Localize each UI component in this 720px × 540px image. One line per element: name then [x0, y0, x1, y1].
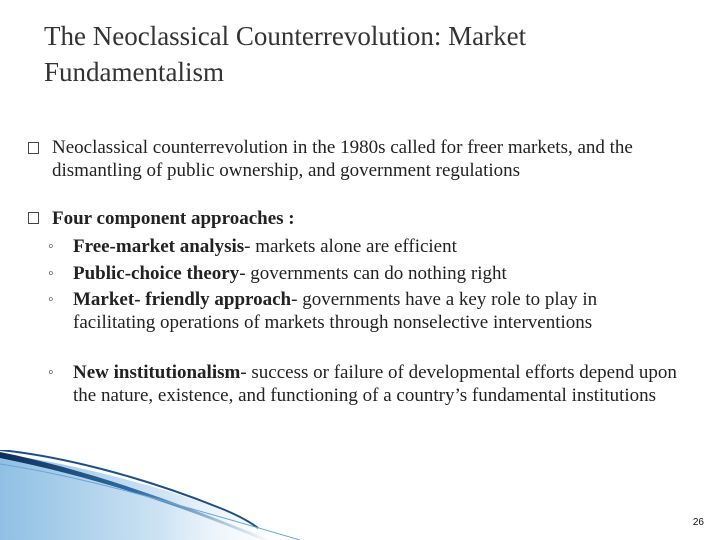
- approach-term: New institutionalism: [73, 362, 241, 383]
- approach-term: Market- friendly approach: [73, 289, 292, 310]
- bullet-text: Four component approaches :: [52, 208, 295, 229]
- approach-item: [73, 262, 713, 285]
- decorative-swoosh: [0, 450, 720, 540]
- approach-term: Public-choice theory: [73, 263, 240, 284]
- bullet-text: Neoclassical counterrevolution in the 1980s called for freer markets, and the dismantling of public ownership, and government regulations: [52, 137, 633, 181]
- approach-desc: - markets alone are efficient: [244, 236, 457, 257]
- circle-bullet-icon: ◦: [48, 265, 54, 282]
- circle-bullet-icon: ◦: [48, 238, 54, 255]
- slide-title: The Neoclassical Counterrevolution: Market Fundamentalism: [44, 21, 527, 87]
- approach-desc: - governments have a key role to play in facilitating operations of markets through nonselective interventions: [73, 289, 598, 333]
- approach-desc: - governments can do nothing right: [239, 263, 507, 284]
- checkbox-icon: [28, 142, 42, 156]
- circle-bullet-icon: ◦: [48, 364, 54, 381]
- page-number: 26: [692, 517, 704, 528]
- checkbox-icon: [28, 212, 42, 226]
- circle-bullet-icon: ◦: [48, 291, 54, 308]
- approach-item: [73, 235, 713, 258]
- approach-desc: - success or failure of developmental efforts depend upon the nature, existence, and functioning of a country’s fundamental institutions: [73, 362, 677, 406]
- approach-item: [73, 361, 678, 407]
- approach-term: Free-market analysis: [73, 236, 245, 257]
- approach-item: [73, 288, 673, 334]
